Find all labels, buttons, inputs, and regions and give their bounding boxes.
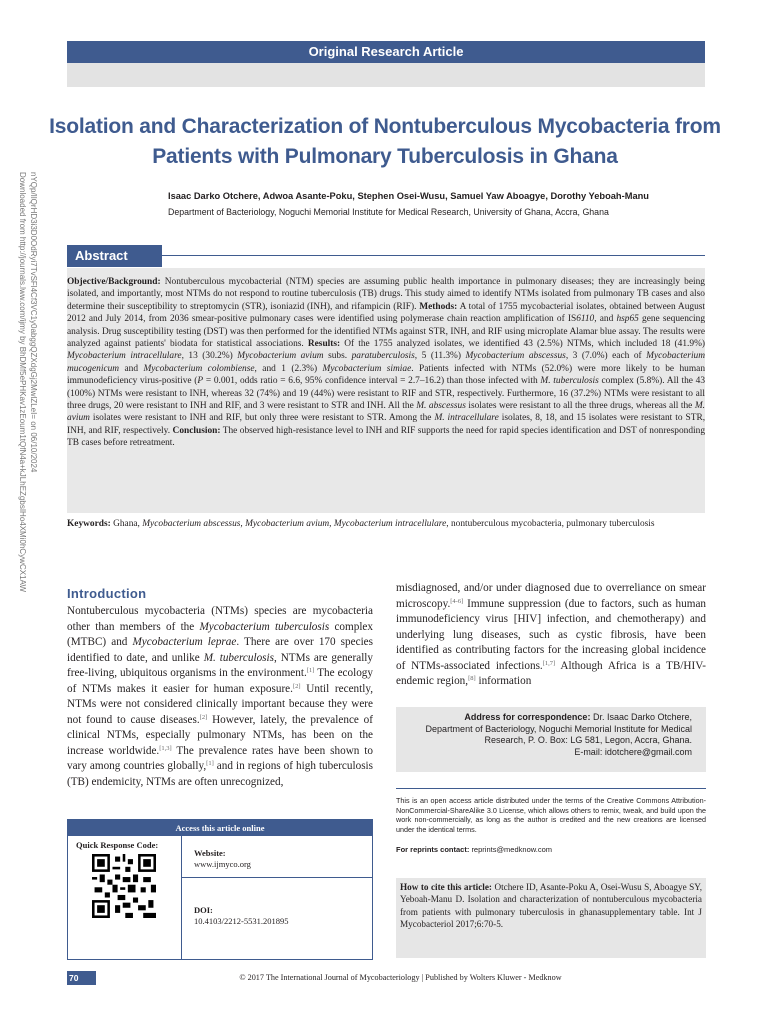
footer-copyright: © 2017 The International Journal of Mycobacteriology | Published by Wolters Kluwer - Medknow [96,971,705,985]
intro-column-right: misdiagnosed, and/or under diagnosed due to overreliance on smear microscopy.[4-6] Immune suppression (due to factors, such as human immunodeficiency virus [HIV] infection, and chemotherapy) and underlying lung diseases, such as cystic fibrosis, have been identified as contributing factors for the increasing global incidence of NTMs-associated infections.[1,7] Although Africa is a TB/HIV-endemic region,[8] information [396,582,707,687]
reprints-contact: For reprints contact: reprints@medknow.com [396,845,552,854]
objective-label: Objective/Background: [67,277,161,287]
correspondence-email[interactable]: E-mail: idotchere@gmail.com [574,746,692,757]
abstract-heading: Abstract [67,245,162,267]
author-list: Isaac Darko Otchere, Adwoa Asante-Poku, Stephen Osei-Wusu, Samuel Yaw Aboagye, Dorothy Yeboah-Manu [168,191,649,201]
page-number: 70 [69,973,79,983]
methods-label: Methods: [419,301,458,312]
download-watermark [0,172,60,962]
conclusion-label: Conclusion: [172,425,221,436]
website-link[interactable]: www.ijmyco.org [194,859,251,869]
results-label: Results: [307,339,341,350]
abstract-text: Objective/Background: Nontuberculous mycobacterial (NTM) species are assuming public health importance in pulmonary diseases; they are increasingly being isolated, and importantly, most NTMs do not respond to routine tuberculosis (TB) drugs. This study aimed to identify NTMs isolated from pulmonary TB cases and also determine their susceptibility to streptomycin (STR), isoniazid (INH), and rifampicin (RIF). Methods: A total of 1755 mycobacterial isolates, obtained between August 2012 and July 2014, from 2036 smear-positive pulmonary cases were identified using polymerase chain reaction amplification of IS6110, and hsp65 gene sequencing analysis. Drug susceptibility testing (DST) was then performed for the identified NTMs against STR, INH, and RIF using microplate Alamar blue assay. The results were analyzed against patients' biodata for statistical associations. Results: Of the 1755 analyzed isolates, we identified 43 (2.5%) NTMs, which included 18 (41.9%) Mycobacterium intracellulare, 13 (30.2%) Mycobacterium avium subs. paratuberculosis, 5 (11.3%) Mycobacterium abscessus, 3 (7.0%) each of Mycobacterium mucogenicum and Mycobacterium colombiense, and 1 (2.3%) Mycobacterium simiae. Patients infected with NTMs (52.0%) were more likely to be human immunodeficiency virus-positive (P = 0.001, odds ratio = 6.6, 95% confidence interval = 2.7–16.2) than those infected with M. tuberculosis complex (5.8%). All the 43 (100%) NTMs were resistant to INH, whereas 32 (74%) and 19 (44%) were resistant to RIF and STR, respectively. Furthermore, 16 (37.2%) NTMs were resistant to all three drugs, 20 were resistant to INH and RIF, and 3 were resistant to STR and INH. All the M. abscessus isolates were resistant to all the three drugs, whereas all the M. avium isolates were resistant to INH and RIF, but only three were resistant to STR. Among the M. intracellulare isolates, 8, 18, and 15 isolates were resistant to STR, INH, and RIF, respectively. Conclusion: The observed high-resistance level to INH and RIF supports the need for rapid species identification and DST of nonresponding TB cases before retreatment. [67,277,706,449]
intro-column-left: Nontuberculous mycobacteria (NTMs) species are mycobacteria other than members of the Mycobacterium tuberculosis complex (MTBC) and Mycobacterium leprae. There are over 170 species identified to date, and unlike M. tuberculosis, NTMs are generally free-living, ubiquitous organisms in the environment.[1] The ecology of NTMs makes it easier for human exposure.[2] Until recently, NTMs were not considered clinically important because they were not found to cause diseases.[2] However, lately, the prevalence of clinical NTMs, especially pulmonary NTMs, has been on the increase worldwide.[1,3] The prevalence rates have been shown to vary among countries globally,[1] and in regions of high tuberculosis (TB) endemicity, NTMs are often unrecognized, [67,605,374,788]
affiliation: Department of Bacteriology, Noguchi Memorial Institute for Medical Research, University of Ghana, Accra, Ghana [168,207,609,217]
header-band [67,63,705,87]
qr-code-icon[interactable] [92,854,156,918]
correspondence-address: Address for correspondence: Dr. Isaac Darko Otchere, Department of Bacteriology, Noguchi Memorial Institute for Medical Research, P. O. Box: LG 581, Legon, Accra, Ghana. E-mail: idotchere@gmail.com [425,712,692,757]
access-heading: Access this article online [68,820,372,836]
introduction-heading: Introduction [67,586,147,601]
keywords: Keywords: Ghana, Mycobacterium abscessus, Mycobacterium avium, Mycobacterium intracellulare, nontuberculous mycobacteria, pulmonary tuberculosis [67,519,655,529]
access-divider [181,877,372,878]
qr-label: Quick Response Code: [76,840,159,850]
license-rule [396,788,706,789]
watermark-line-1: Downloaded from http://journals.lww.com/ijmy by BhDMf5ePHKav1zEoum1tQfN4a+kJLhEZgbsIHo4XMi0hCywCX1AW [18,172,27,593]
website-info: Website: www.ijmyco.org [194,848,251,869]
article-title: Isolation and Characterization of Nontuberculous Mycobacteria from Patients with Pulmonary Tuberculosis in Ghana [49,115,721,168]
license-text: This is an open access article distributed under the terms of the Creative Commons Attribution-NonCommercial-ShareAlike 3.0 License, which allows others to remix, tweak, and build upon the work non-commercially, as long as the author is credited and the new creations are licensed under the identical terms. [396,796,706,834]
watermark-line-2: nYQp/IlQrHD3i3D0OdRyi7TvSFl4Cf3VC1y0abggQZXdgGj2MwlZLeI= on 06/10/2024 [29,172,38,473]
abstract-rule [162,255,705,256]
doi-link[interactable]: 10.4103/2212-5531.201895 [194,916,289,926]
doi-info: DOI: 10.4103/2212-5531.201895 [194,905,289,926]
access-online-box [67,819,373,960]
article-type-banner: Original Research Article [67,41,705,63]
access-divider [181,836,182,960]
reprints-email[interactable]: reprints@medknow.com [471,845,552,854]
citation: How to cite this article: Otchere ID, Asante-Poku A, Osei-Wusu S, Aboagye SY, Yeboah-Manu D. Isolation and characterization of nontuberculous mycobacteria from patients with pulmonary tuberculosis in ghanasupplementary table. Int J Mycobacteriol 2017;6:70-5. [400,882,702,929]
